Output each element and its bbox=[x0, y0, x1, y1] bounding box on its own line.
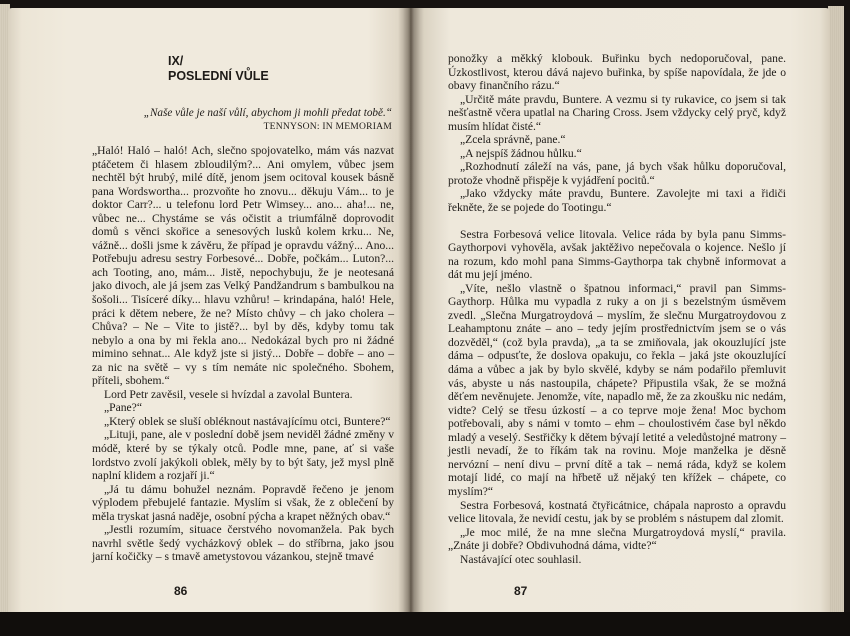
chapter-heading bbox=[168, 54, 269, 84]
paragraph: „Jestli rozumím, situace čerstvého novomanžela. Pak bych navrhl světle šedý vycházkový oblek – do stříbrna, jako jsou jarní kočičky – s tmavě ametystovou vázankou, stejně tmavé bbox=[92, 523, 394, 564]
right-page-body bbox=[448, 52, 786, 566]
epigraph bbox=[102, 106, 392, 134]
page-edges-right bbox=[828, 6, 844, 624]
paragraph: Lord Petr zavěsil, vesele si hvízdal a zavolal Buntera. bbox=[104, 387, 353, 401]
paragraph: „Pane?“ bbox=[104, 401, 142, 415]
paragraph: „Víte, nešlo vlastně o špatnou informaci,“ pravil pan Simms-Gaythorp. Hůlka mu vypadla z ruky a on ji s bezelstným úsměvem zvedl. „Slečna Murgatroydová – myslím, že slečnu Murgatroydovou z Leahamptonu znáte – ano – tedy jejím prostřednictvím jsem se o vás dozvěděl,“ (což byla pravda), „a ta se zmiňovala, jak okouzlující jste dáma – odpusťte, že doslova opakuju, co řekla – jaká jste okouzlující dáma a vůbec a jak by bylo skvělé, kdyby se nám podařilo přemluvit vás, abyste u nás nastoupila, chápete? Připustila však, že se možná děťem nevěnujete. Jenomže, víte, napadlo mě, že za zkoušku nic nedám, vidte? Celý se třesu úzkostí – a co teprve moje žena! Moc bychom potřebovali, aby s námi v tomto – ehm – choulostivém čase byl někdo mladý a veselý. Sestřičky k dětem bývají letité a veledůstojné matrony – jestli nevadí, že to říkám tak na rovinu. Moje manželka je děsně nervózní – není divu – první dítě a tak – nemá ráda, když se kolem motají lidé, co mají na hřbetě už nějaký ten křížek – chápete, co myslím?“ bbox=[448, 281, 786, 498]
epigraph-quote: „Naše vůle je naší vůlí, abychom ji mohli předat tobě.“ bbox=[143, 107, 392, 119]
paragraph: „Jako vždycky máte pravdu, Buntere. Zavolejte mi taxi a řidiči řekněte, že se pojede do Tootingu.“ bbox=[448, 187, 786, 215]
left-page-body bbox=[92, 144, 394, 564]
paragraph: „Haló! Haló – haló! Ach, slečno spojovatelko, mám vás nazvat ptáčetem či hlasem zbloudilým?... Ani omylem, vůbec jsem nechtěl být hrubý, milé dítě, jenom jsem ocitoval kousek básně pana Wordswortha... prozvoňte ho znovu... děkuju Vám... to je doktor Carr?... u telefonu lord Petr Wimsey... ano... aha!... ne, vůbec ne... Chystáme se vás očistit a triumfálně doprovodit domů s věnci skořice a senesových lusků kolem krku... Ne, vážně... došli jsme k závěru, že případ je opravdu vážný... Ano... Potřebuju adresu sestry Forbesové... Dobře, počkám... Luton?... ach Tooting, ano, mám... Jistě, nepochybuju, že je neotesaná jako divoch, ale já jsem zas Velký Pandžandrum s bambulkou na šošoli... Tisíceré díky... hlavu vzhůru! – krindapána, haló! Hele, práci k dětem nebere, že ne? Místo chůvy – ch jako cholera – Chůva? – Ne – Vite to jistě?... byl by děs, kdyby tomu tak nebylo a ona by mi řekla ano... Nedokázal bych pro ni žádné mimino sehnat... Ale když jste si jistý... Dobře – dobře – ano – za nic na světě – vy s tím nemáte nic společného. Sbohem, příteli, sbohem.“ bbox=[92, 144, 394, 388]
paragraph: „Já tu dámu bohužel neznám. Popravdě řečeno je jenom výplodem přebujelé fantazie. Myslím si však, že z oblečení by měla tryskat jasná naděje, osobní pýcha a krapet něžných obav.“ bbox=[92, 482, 394, 523]
paragraph: „Určitě máte pravdu, Buntere. A vezmu si ty rukavice, co jsem si tak nešťastně včera upatlal na Charing Cross. Jsem vždycky celý pryč, když musím hlídat čisté.“ bbox=[448, 92, 786, 133]
paragraph: „Který oblek se sluší obléknout nastávajícímu otci, Buntere?“ bbox=[104, 414, 391, 428]
chapter-number: IX/ bbox=[168, 54, 184, 68]
epigraph-attribution: TENNYSON: IN MEMORIAM bbox=[263, 121, 392, 132]
paragraph: „A nejspíš žádnou hůlku.“ bbox=[460, 146, 582, 160]
paragraph: „Zcela správně, pane.“ bbox=[460, 133, 566, 147]
paragraph: „Lituji, pane, ale v poslední době jsem neviděl žádné změny v módě, které by se týkaly otců. Podle mne, pane, ať si vaše lordstvo zvolí jakýkoli oblek, měly by to být šaty, jež mysl plně naplní klidem a rozjaří ji.“ bbox=[92, 428, 394, 483]
page-number-left: 86 bbox=[174, 584, 188, 598]
paragraph: ponožky a měkký klobouk. Buřinku bych nedoporučoval, pane. Úzkostlivost, kterou dává najevo buřinka, by spíše napovídala, že jde o obavy finančního rázu.“ bbox=[448, 52, 786, 93]
paragraph: Nastávající otec souhlasil. bbox=[460, 552, 582, 566]
paragraph: „Rozhodnutí záleží na vás, pane, já bych však hůlku doporučoval, protože vhodně přispěje k vyjádření pocitů.“ bbox=[448, 160, 786, 187]
paragraph: Sestra Forbesová velice litovala. Velice ráda by byla panu Simms-Gaythorpovi vyhověla, avšak jaktěživo nepečovala o kojence. Nešlo jí na rozum, kdo mohl pana Simms-Gaythorpa tak chybně informovat a dát mu její jméno. bbox=[448, 227, 786, 282]
page-number-right: 87 bbox=[514, 584, 528, 598]
paragraph: „Je moc milé, že na mne slečna Murgatroydová myslí,“ pravila. „Znáte ji dobře? Obdivuhodná dáma, vidte?“ bbox=[448, 525, 786, 553]
background-surface bbox=[0, 612, 850, 636]
paragraph: Sestra Forbesová, kostnatá čtyřicátnice, chápala naprosto a opravdu velice litovala, že nevidí cestu, jak by se problém s nástupem dal zlomit. bbox=[448, 498, 786, 526]
left-page bbox=[8, 8, 410, 620]
chapter-title: POSLEDNÍ VŮLE bbox=[168, 69, 269, 83]
right-page bbox=[410, 8, 830, 620]
